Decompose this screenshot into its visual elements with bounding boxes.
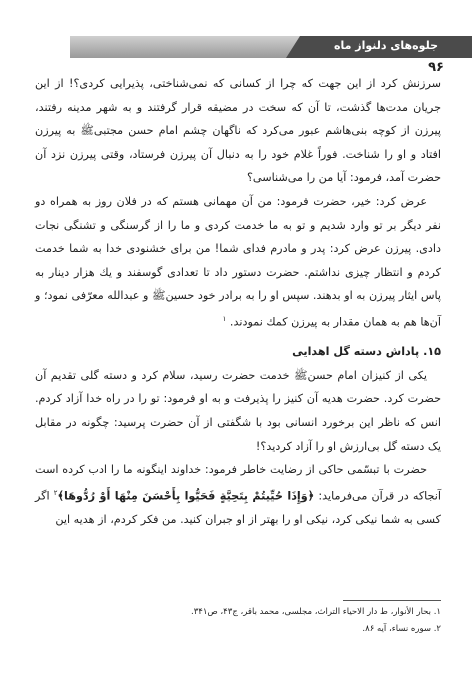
book-title: جلوه‌های دلنواز ماه (333, 39, 438, 52)
footnotes (35, 604, 441, 638)
paragraph-1: سرزنش کرد از این جهت که چرا از کسانی که نمی‌شناختی، پذیرایی کردی؟! از این جریان مدت‌ها گذشت، تا آن که سخت در مضیقه قرار گرفتند و به شهر مدینه رفتند، پیرزن از کوچه بنی‌هاشم عبور می‌کرد که ناگهان چشم امام حسن مجتبی‌ﷺ به پیرزن افتاد و او را شناخت. فوراً غلام خود را به دنبال آن پیرزن فرستاد، وقتی پیرزن نزد آن حضرت آمد، فرمود: آیا من را می‌شناسی؟ (35, 77, 441, 185)
footnote-divider (343, 600, 441, 601)
paragraph-3: یکی از کنیزان امام حسن‌ﷺ خدمت حضرت رسید، سلام کرد و دسته گلی تقدیم آن حضرت کرد. حضرت هدیه آن کنیز را پذیرفت و به او فرمود: تو را در راه خدا آزاد کردم. انس که ناظر این برخورد انسانی بود با شگفتی از آن حضرت پرسید: چگونه در مقابل یک دسته گل بی‌ارزش او را آزاد کردید؟! (35, 368, 441, 453)
running-header (0, 36, 472, 58)
paragraph-4 (35, 458, 441, 532)
paragraph-2-text: عرض کرد: خیر، حضرت فرمود: من آن مهمانی هستم که در فلان روز به همراه دو نفر دیگر بر تو وارد شدیم و تو به ما خدمت کردی و ما را از گرسنگی و تشنگی نجات دادی. پیرزن عرض کرد: پدر و مادرم فدای شما! من برای خشنودی خدا به شما خدمت کردم و انتظار چیزی نداشتم. حضرت دستور داد تا تعدادی گوسفند و یك هزار دینار به پاس ایثار پیرزن به او بدهند. سپس او را به برادر خود حسین‌ﷺ و عبدالله معرّفی نمود؛ و آن‌ها هم به همان مقدار به پیرزن کمك نمودند. (35, 194, 441, 329)
section-title: ۱۵. پاداش دسته گل اهدایی (292, 345, 441, 359)
page-number: ۹۶ (428, 60, 444, 75)
paragraph-4-after: اگر کسی به شما نیکی کرد، نیکی او را بهتر از او جبران کنید. من فکر کردم، از هدیه این (35, 489, 441, 527)
footnote-1: ۱. بحار الأنوار، ط دار الاحیاء التراث، مجلسی، محمد باقر، ج۴۳، ص۳۴۱. (191, 607, 441, 617)
footnote-ref-1: ۱ (222, 314, 227, 323)
footnote-2: ۲. سوره نساء، آیه ۸۶. (362, 624, 441, 634)
paragraph-2 (35, 190, 441, 334)
main-text (35, 72, 441, 532)
header-title-tab (300, 36, 472, 58)
paragraph-4-before: حضرت با تبسّمی حاکی از رضایت خاطر فرمود: خداوند اینگونه ما را ادب کرده است آنجاکه در قرآن می‌فرماید: (35, 463, 442, 503)
quran-verse: ﴿وَإِذَا حُيِّيتُمْ بِتَحِيَّةٍ فَحَيُّوا بِأَحْسَنَ مِنْهَا أَوْ رُدُّوهَا﴾ (57, 489, 315, 503)
footnote-ref-2: ۲ (53, 488, 58, 497)
